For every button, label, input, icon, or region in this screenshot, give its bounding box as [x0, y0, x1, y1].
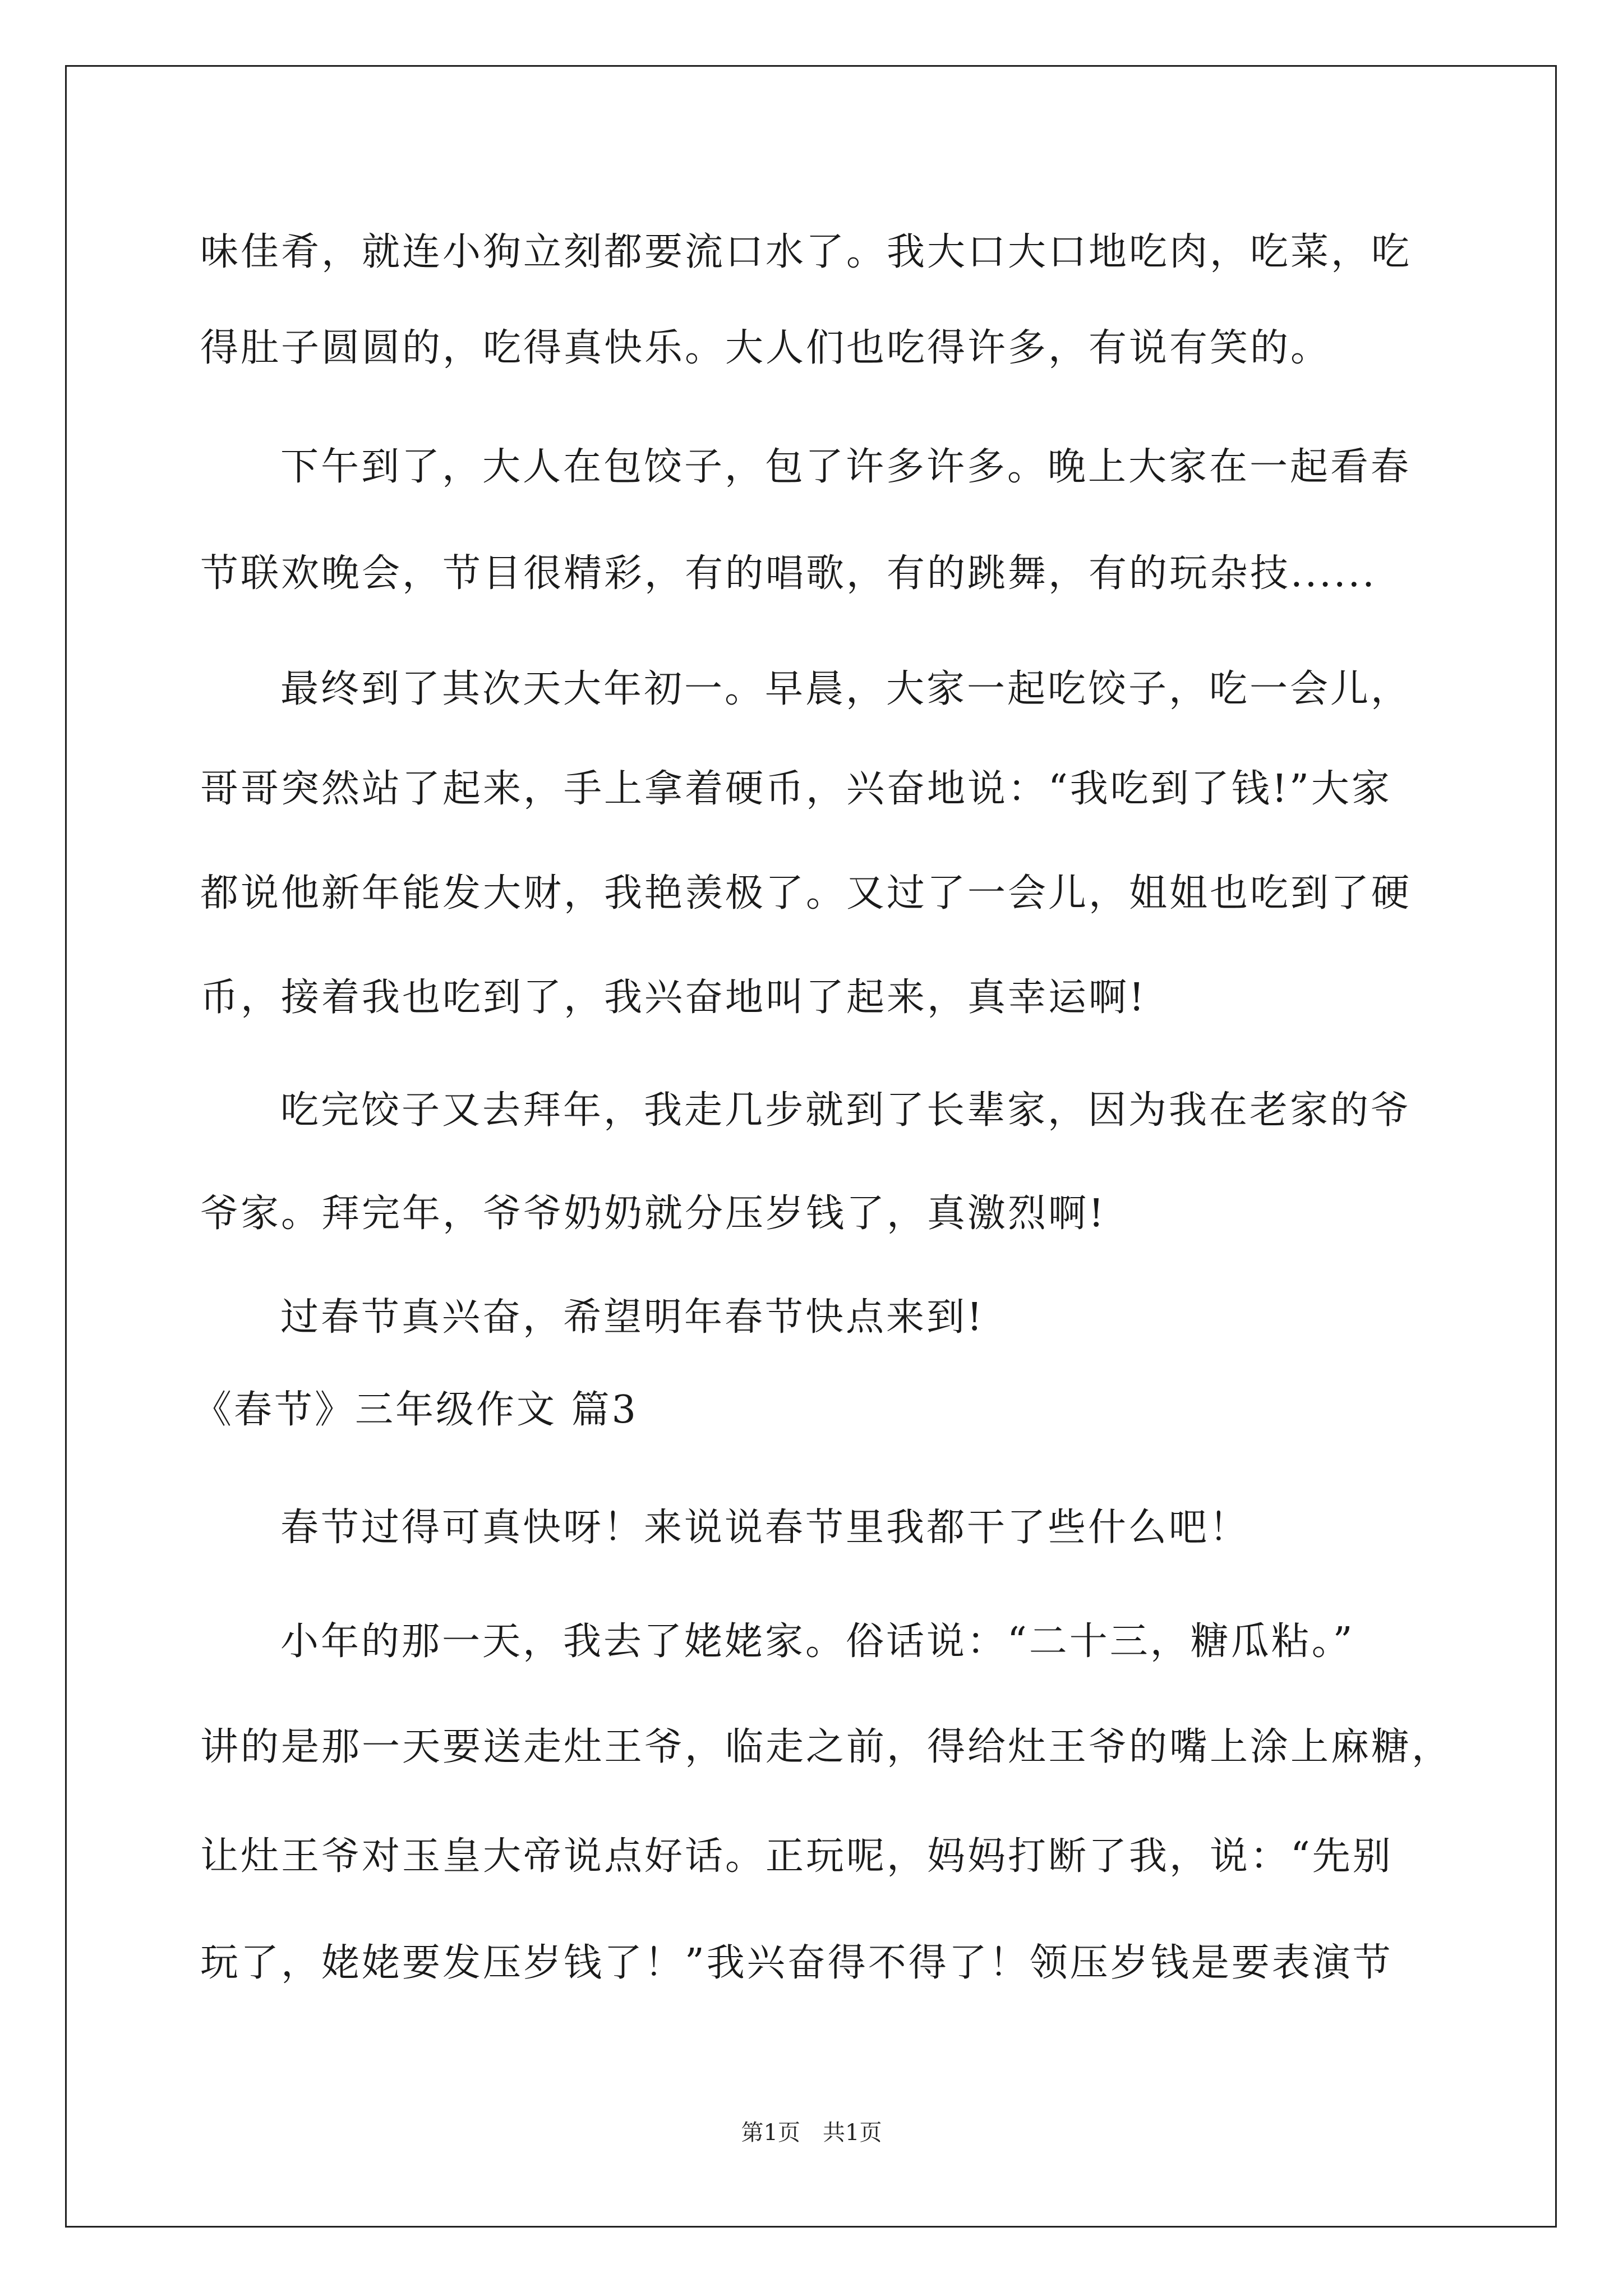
- paragraph-line: 节联欢晚会，节目很精彩，有的唱歌，有的跳舞，有的玩杂技......: [200, 551, 1377, 596]
- paragraph-line: 让灶王爷对玉皇大帝说点好话。正玩呢，妈妈打断了我，说：“先别: [200, 1834, 1393, 1879]
- paragraph-line: 春节过得可真快呀！来说说春节里我都干了些什么吧！: [280, 1506, 1250, 1550]
- paragraph-line: 得肚子圆圆的，吃得真快乐。大人们也吃得许多，有说有笑的。: [200, 326, 1331, 370]
- paragraph-line: 吃完饺子又去拜年，我走几步就到了长辈家，因为我在老家的爷: [280, 1088, 1412, 1133]
- paragraph-line: 下午到了，大人在包饺子，包了许多许多。晚上大家在一起看春: [280, 445, 1412, 489]
- paragraph-line: 爷家。拜完年，爷爷奶奶就分压岁钱了，真激烈啊!: [200, 1191, 1106, 1236]
- paragraph-line: 讲的是那一天要送走灶王爷，临走之前，得给灶王爷的嘴上涂上麻糖，: [200, 1725, 1453, 1769]
- paragraph-line: 最终到了其次天大年初一。早晨，大家一起吃饺子，吃一会儿，: [280, 667, 1412, 711]
- paragraph-line: 过春节真兴奋，希望明年春节快点来到!: [280, 1295, 985, 1340]
- paragraph-line: 币，接着我也吃到了，我兴奋地叫了起来，真幸运啊!: [200, 976, 1147, 1020]
- paragraph-line: 味佳肴，就连小狗立刻都要流口水了。我大口大口地吃肉，吃菜，吃: [200, 230, 1412, 274]
- paragraph-line: 小年的那一天，我去了姥姥家。俗话说：“二十三，糖瓜粘。”: [280, 1619, 1355, 1664]
- page-number-footer: 第1页 共1页: [741, 2120, 882, 2146]
- page-border: [65, 65, 1557, 2228]
- section-heading: 《春节》三年级作文 篇3: [193, 1388, 638, 1432]
- paragraph-line: 都说他新年能发大财，我艳羡极了。又过了一会儿，姐姐也吃到了硬: [200, 871, 1412, 915]
- paragraph-line: 哥哥突然站了起来，手上拿着硬币，兴奋地说：“我吃到了钱!”大家: [200, 767, 1392, 811]
- paragraph-line: 玩了，姥姥要发压岁钱了！”我兴奋得不得了！领压岁钱是要表演节: [200, 1941, 1393, 1985]
